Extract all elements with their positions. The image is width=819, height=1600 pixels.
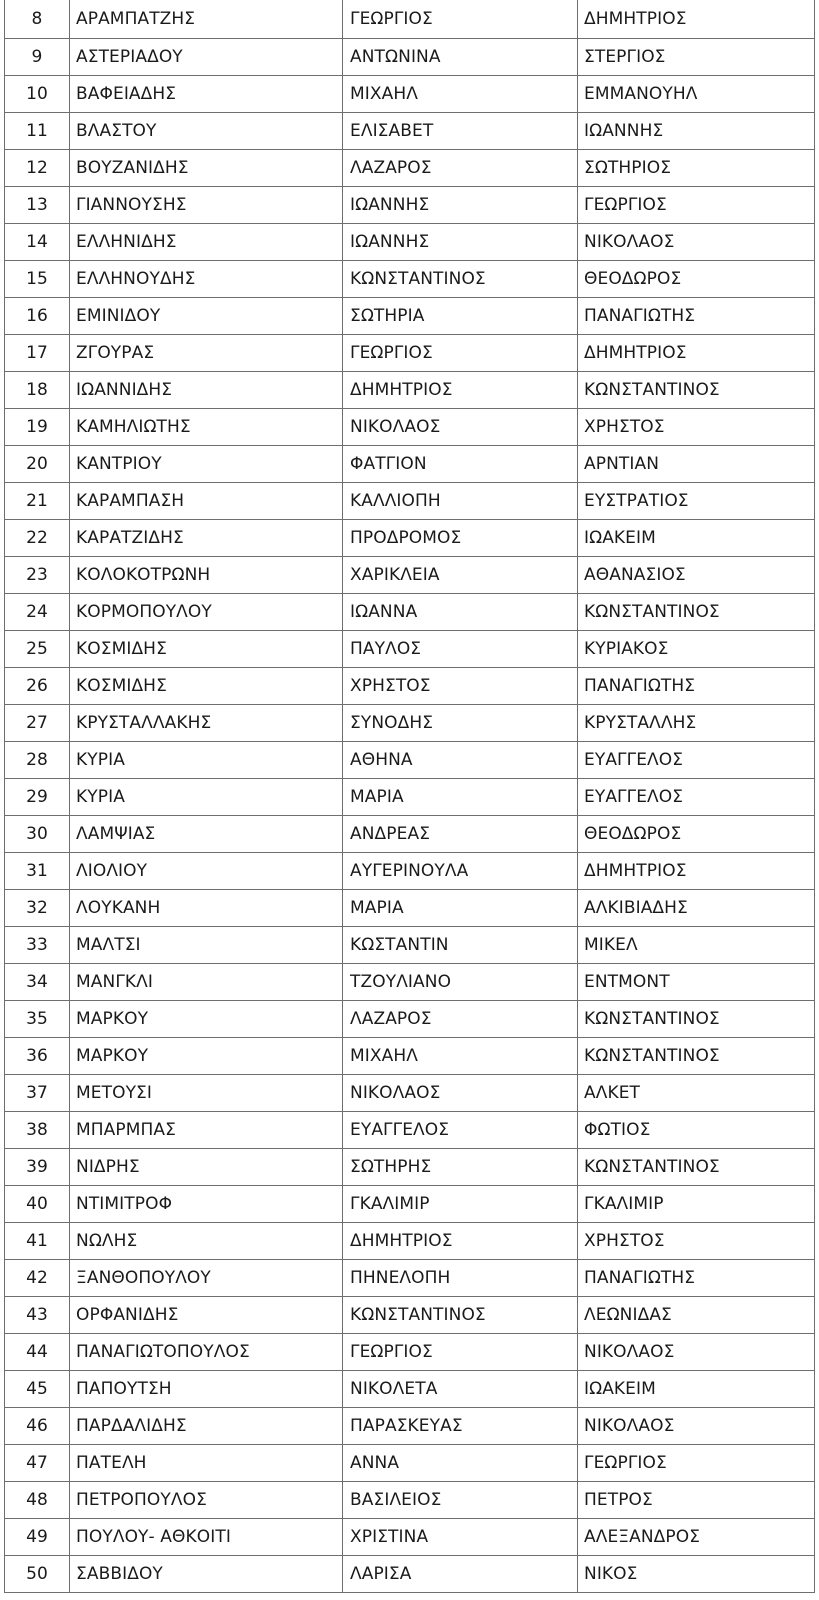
row-number-cell: 44 — [5, 1334, 70, 1371]
first-name-cell: ΕΥΑΓΓΕΛΟΣ — [343, 1112, 578, 1149]
surname-cell: ΝΩΛΗΣ — [70, 1223, 343, 1260]
surname-cell: ΚΟΣΜΙΔΗΣ — [70, 668, 343, 705]
surname-cell: ΑΡΑΜΠΑΤΖΗΣ — [70, 0, 343, 39]
table-row — [5, 298, 815, 335]
table-row — [5, 1001, 815, 1038]
row-number-cell: 34 — [5, 964, 70, 1001]
first-name-cell: ΓΕΩΡΓΙΟΣ — [343, 0, 578, 39]
surname-cell: ΒΑΦΕΙΑΔΗΣ — [70, 76, 343, 113]
table-row — [5, 409, 815, 446]
first-name-cell: ΓΕΩΡΓΙΟΣ — [343, 335, 578, 372]
row-number-cell: 45 — [5, 1371, 70, 1408]
table-row — [5, 1112, 815, 1149]
father-name-cell: ΑΘΑΝΑΣΙΟΣ — [578, 557, 815, 594]
first-name-cell: ΚΑΛΛΙΟΠΗ — [343, 483, 578, 520]
surname-cell: ΚΑΜΗΛΙΩΤΗΣ — [70, 409, 343, 446]
row-number-cell: 26 — [5, 668, 70, 705]
table-row — [5, 853, 815, 890]
father-name-cell: ΓΕΩΡΓΙΟΣ — [578, 187, 815, 224]
father-name-cell: ΑΛΕΞΑΝΔΡΟΣ — [578, 1519, 815, 1556]
first-name-cell: ΜΙΧΑΗΛ — [343, 1038, 578, 1075]
first-name-cell: ΕΛΙΣΑΒΕΤ — [343, 113, 578, 150]
table-row — [5, 816, 815, 853]
row-number-cell: 41 — [5, 1223, 70, 1260]
table-row — [5, 1075, 815, 1112]
table-row — [5, 1260, 815, 1297]
first-name-cell: ΝΙΚΟΛΑΟΣ — [343, 409, 578, 446]
father-name-cell: ΔΗΜΗΤΡΙΟΣ — [578, 853, 815, 890]
father-name-cell: ΘΕΟΔΩΡΟΣ — [578, 261, 815, 298]
father-name-cell: ΙΩΑΚΕΙΜ — [578, 1371, 815, 1408]
table-row — [5, 1223, 815, 1260]
first-name-cell: ΑΝΔΡΕΑΣ — [343, 816, 578, 853]
surname-cell: ΠΑΠΟΥΤΣΗ — [70, 1371, 343, 1408]
row-number-cell: 38 — [5, 1112, 70, 1149]
first-name-cell: ΠΑΥΛΟΣ — [343, 631, 578, 668]
table-row — [5, 668, 815, 705]
row-number-cell: 17 — [5, 335, 70, 372]
surname-cell: ΚΡΥΣΤΑΛΛΑΚΗΣ — [70, 705, 343, 742]
surname-cell: ΛΟΥΚΑΝΗ — [70, 890, 343, 927]
first-name-cell: ΔΗΜΗΤΡΙΟΣ — [343, 372, 578, 409]
surname-cell: ΚΟΡΜΟΠΟΥΛΟΥ — [70, 594, 343, 631]
first-name-cell: ΙΩΑΝΝΑ — [343, 594, 578, 631]
father-name-cell: ΔΗΜΗΤΡΙΟΣ — [578, 335, 815, 372]
father-name-cell: ΣΤΕΡΓΙΟΣ — [578, 39, 815, 76]
father-name-cell: ΚΩΝΣΤΑΝΤΙΝΟΣ — [578, 594, 815, 631]
row-number-cell: 49 — [5, 1519, 70, 1556]
first-name-cell: ΦΑΤΓΙΟΝ — [343, 446, 578, 483]
first-name-cell: ΒΑΣΙΛΕΙΟΣ — [343, 1482, 578, 1519]
surname-cell: ΠΑΡΔΑΛΙΔΗΣ — [70, 1408, 343, 1445]
father-name-cell: ΚΥΡΙΑΚΟΣ — [578, 631, 815, 668]
surname-cell: ΝΙΔΡΗΣ — [70, 1149, 343, 1186]
row-number-cell: 30 — [5, 816, 70, 853]
surname-cell: ΜΑΡΚΟΥ — [70, 1038, 343, 1075]
table-row — [5, 1038, 815, 1075]
first-name-cell: ΜΑΡΙΑ — [343, 890, 578, 927]
father-name-cell: ΦΩΤΙΟΣ — [578, 1112, 815, 1149]
father-name-cell: ΕΜΜΑΝΟΥΗΛ — [578, 76, 815, 113]
table-row — [5, 1408, 815, 1445]
first-name-cell: ΛΑΡΙΣΑ — [343, 1556, 578, 1593]
first-name-cell: ΧΡΗΣΤΟΣ — [343, 668, 578, 705]
surname-cell: ΚΑΝΤΡΙΟΥ — [70, 446, 343, 483]
row-number-cell: 19 — [5, 409, 70, 446]
father-name-cell: ΓΚΑΛΙΜΙΡ — [578, 1186, 815, 1223]
table-row — [5, 1297, 815, 1334]
row-number-cell: 21 — [5, 483, 70, 520]
first-name-cell: ΛΑΖΑΡΟΣ — [343, 1001, 578, 1038]
table-row — [5, 1149, 815, 1186]
table-row — [5, 150, 815, 187]
table-row — [5, 1334, 815, 1371]
first-name-cell: ΠΑΡΑΣΚΕΥΑΣ — [343, 1408, 578, 1445]
first-name-cell: ΜΑΡΙΑ — [343, 779, 578, 816]
surname-cell: ΚΑΡΑΜΠΑΣΗ — [70, 483, 343, 520]
first-name-cell: ΣΩΤΗΡΙΑ — [343, 298, 578, 335]
surname-cell: ΕΜΙΝΙΔΟΥ — [70, 298, 343, 335]
table-row — [5, 557, 815, 594]
first-name-cell: ΣΥΝΟΔΗΣ — [343, 705, 578, 742]
row-number-cell: 31 — [5, 853, 70, 890]
first-name-cell: ΓΕΩΡΓΙΟΣ — [343, 1334, 578, 1371]
table-row — [5, 483, 815, 520]
father-name-cell: ΧΡΗΣΤΟΣ — [578, 1223, 815, 1260]
surname-cell: ΕΛΛΗΝΙΔΗΣ — [70, 224, 343, 261]
father-name-cell: ΙΩΑΝΝΗΣ — [578, 113, 815, 150]
father-name-cell: ΜΙΚΕΛ — [578, 927, 815, 964]
surname-cell: ΛΙΟΛΙΟΥ — [70, 853, 343, 890]
table-row — [5, 927, 815, 964]
first-name-cell: ΤΖΟΥΛΙΑΝΟ — [343, 964, 578, 1001]
table-row — [5, 1482, 815, 1519]
row-number-cell: 36 — [5, 1038, 70, 1075]
father-name-cell: ΚΡΥΣΤΑΛΛΗΣ — [578, 705, 815, 742]
first-name-cell: ΠΗΝΕΛΟΠΗ — [343, 1260, 578, 1297]
row-number-cell: 20 — [5, 446, 70, 483]
father-name-cell: ΑΡΝΤΙΑΝ — [578, 446, 815, 483]
row-number-cell: 8 — [5, 0, 70, 39]
father-name-cell: ΘΕΟΔΩΡΟΣ — [578, 816, 815, 853]
row-number-cell: 23 — [5, 557, 70, 594]
father-name-cell: ΚΩΝΣΤΑΝΤΙΝΟΣ — [578, 1001, 815, 1038]
surname-cell: ΞΑΝΘΟΠΟΥΛΟΥ — [70, 1260, 343, 1297]
first-name-cell: ΚΩΝΣΤΑΝΤΙΝΟΣ — [343, 261, 578, 298]
row-number-cell: 25 — [5, 631, 70, 668]
father-name-cell: ΕΝΤΜΟΝΤ — [578, 964, 815, 1001]
surname-cell: ΖΓΟΥΡΑΣ — [70, 335, 343, 372]
table-row — [5, 1445, 815, 1482]
table-row — [5, 1186, 815, 1223]
father-name-cell: ΕΥΣΤΡΑΤΙΟΣ — [578, 483, 815, 520]
surname-cell: ΒΟΥΖΑΝΙΔΗΣ — [70, 150, 343, 187]
surname-cell: ΑΣΤΕΡΙΑΔΟΥ — [70, 39, 343, 76]
row-number-cell: 13 — [5, 187, 70, 224]
father-name-cell: ΚΩΝΣΤΑΝΤΙΝΟΣ — [578, 372, 815, 409]
first-name-cell: ΑΥΓΕΡΙΝΟΥΛΑ — [343, 853, 578, 890]
father-name-cell: ΠΑΝΑΓΙΩΤΗΣ — [578, 668, 815, 705]
row-number-cell: 18 — [5, 372, 70, 409]
table-row — [5, 520, 815, 557]
table-row — [5, 224, 815, 261]
surname-cell: ΛΑΜΨΙΑΣ — [70, 816, 343, 853]
first-name-cell: ΑΝΤΩΝΙΝΑ — [343, 39, 578, 76]
row-number-cell: 46 — [5, 1408, 70, 1445]
father-name-cell: ΝΙΚΟΛΑΟΣ — [578, 224, 815, 261]
table-row — [5, 1371, 815, 1408]
table-row — [5, 39, 815, 76]
row-number-cell: 24 — [5, 594, 70, 631]
first-name-cell: ΓΚΑΛΙΜΙΡ — [343, 1186, 578, 1223]
father-name-cell: ΣΩΤΗΡΙΟΣ — [578, 150, 815, 187]
first-name-cell: ΛΑΖΑΡΟΣ — [343, 150, 578, 187]
surname-cell: ΠΟΥΛΟΥ- ΑΘΚΟΙΤΙ — [70, 1519, 343, 1556]
table-row — [5, 964, 815, 1001]
row-number-cell: 37 — [5, 1075, 70, 1112]
first-name-cell: ΜΙΧΑΗΛ — [343, 76, 578, 113]
row-number-cell: 43 — [5, 1297, 70, 1334]
surname-cell: ΠΕΤΡΟΠΟΥΛΟΣ — [70, 1482, 343, 1519]
surname-cell: ΚΟΣΜΙΔΗΣ — [70, 631, 343, 668]
row-number-cell: 33 — [5, 927, 70, 964]
row-number-cell: 27 — [5, 705, 70, 742]
table-row — [5, 446, 815, 483]
first-name-cell: ΙΩΑΝΝΗΣ — [343, 224, 578, 261]
row-number-cell: 12 — [5, 150, 70, 187]
surname-cell: ΚΥΡΙΑ — [70, 742, 343, 779]
row-number-cell: 15 — [5, 261, 70, 298]
row-number-cell: 16 — [5, 298, 70, 335]
table-row — [5, 372, 815, 409]
father-name-cell: ΝΙΚΟΣ — [578, 1556, 815, 1593]
father-name-cell: ΓΕΩΡΓΙΟΣ — [578, 1445, 815, 1482]
father-name-cell: ΑΛΚΕΤ — [578, 1075, 815, 1112]
father-name-cell: ΕΥΑΓΓΕΛΟΣ — [578, 742, 815, 779]
father-name-cell: ΝΙΚΟΛΑΟΣ — [578, 1334, 815, 1371]
first-name-cell: ΑΝΝΑ — [343, 1445, 578, 1482]
father-name-cell: ΧΡΗΣΤΟΣ — [578, 409, 815, 446]
surname-cell: ΜΑΛΤΣΙ — [70, 927, 343, 964]
row-number-cell: 11 — [5, 113, 70, 150]
first-name-cell: ΠΡΟΔΡΟΜΟΣ — [343, 520, 578, 557]
row-number-cell: 22 — [5, 520, 70, 557]
surname-cell: ΚΥΡΙΑ — [70, 779, 343, 816]
table-row — [5, 1556, 815, 1593]
row-number-cell: 9 — [5, 39, 70, 76]
row-number-cell: 14 — [5, 224, 70, 261]
father-name-cell: ΠΕΤΡΟΣ — [578, 1482, 815, 1519]
table-row — [5, 705, 815, 742]
surname-cell: ΚΑΡΑΤΖΙΔΗΣ — [70, 520, 343, 557]
table-row — [5, 113, 815, 150]
first-name-cell: ΝΙΚΟΛΑΟΣ — [343, 1075, 578, 1112]
surname-cell: ΕΛΛΗΝΟΥΔΗΣ — [70, 261, 343, 298]
father-name-cell: ΔΗΜΗΤΡΙΟΣ — [578, 0, 815, 39]
father-name-cell: ΑΛΚΙΒΙΑΔΗΣ — [578, 890, 815, 927]
row-number-cell: 10 — [5, 76, 70, 113]
row-number-cell: 48 — [5, 1482, 70, 1519]
first-name-cell: ΔΗΜΗΤΡΙΟΣ — [343, 1223, 578, 1260]
surname-cell: ΣΑΒΒΙΔΟΥ — [70, 1556, 343, 1593]
row-number-cell: 35 — [5, 1001, 70, 1038]
first-name-cell: ΙΩΑΝΝΗΣ — [343, 187, 578, 224]
table-row — [5, 1519, 815, 1556]
table-row — [5, 890, 815, 927]
surname-cell: ΙΩΑΝΝΙΔΗΣ — [70, 372, 343, 409]
surname-cell: ΠΑΤΕΛΗ — [70, 1445, 343, 1482]
surname-cell: ΜΕΤΟΥΣΙ — [70, 1075, 343, 1112]
table-row — [5, 631, 815, 668]
surname-cell: ΜΑΡΚΟΥ — [70, 1001, 343, 1038]
father-name-cell: ΕΥΑΓΓΕΛΟΣ — [578, 779, 815, 816]
row-number-cell: 50 — [5, 1556, 70, 1593]
table-row — [5, 187, 815, 224]
table-row — [5, 779, 815, 816]
row-number-cell: 28 — [5, 742, 70, 779]
father-name-cell: ΚΩΝΣΤΑΝΤΙΝΟΣ — [578, 1038, 815, 1075]
surname-cell: ΜΑΝΓΚΛΙ — [70, 964, 343, 1001]
first-name-cell: ΧΑΡΙΚΛΕΙΑ — [343, 557, 578, 594]
first-name-cell: ΣΩΤΗΡΗΣ — [343, 1149, 578, 1186]
father-name-cell: ΠΑΝΑΓΙΩΤΗΣ — [578, 1260, 815, 1297]
table-row — [5, 0, 815, 39]
first-name-cell: ΧΡΙΣΤΙΝΑ — [343, 1519, 578, 1556]
surname-cell: ΚΟΛΟΚΟΤΡΩΝΗ — [70, 557, 343, 594]
surname-cell: ΓΙΑΝΝΟΥΣΗΣ — [70, 187, 343, 224]
row-number-cell: 40 — [5, 1186, 70, 1223]
surname-cell: ΜΠΑΡΜΠΑΣ — [70, 1112, 343, 1149]
surname-cell: ΝΤΙΜΙΤΡΟΦ — [70, 1186, 343, 1223]
row-number-cell: 32 — [5, 890, 70, 927]
father-name-cell: ΚΩΝΣΤΑΝΤΙΝΟΣ — [578, 1149, 815, 1186]
table-row — [5, 261, 815, 298]
father-name-cell: ΛΕΩΝΙΔΑΣ — [578, 1297, 815, 1334]
first-name-cell: ΝΙΚΟΛΕΤΑ — [343, 1371, 578, 1408]
names-table-body — [5, 0, 815, 1593]
surname-cell: ΠΑΝΑΓΙΩΤΟΠΟΥΛΟΣ — [70, 1334, 343, 1371]
first-name-cell: ΚΩΝΣΤΑΝΤΙΝΟΣ — [343, 1297, 578, 1334]
table-row — [5, 594, 815, 631]
names-table — [4, 0, 815, 1593]
father-name-cell: ΙΩΑΚΕΙΜ — [578, 520, 815, 557]
surname-cell: ΒΛΑΣΤΟΥ — [70, 113, 343, 150]
surname-cell: ΟΡΦΑΝΙΔΗΣ — [70, 1297, 343, 1334]
table-row — [5, 76, 815, 113]
row-number-cell: 47 — [5, 1445, 70, 1482]
table-row — [5, 335, 815, 372]
father-name-cell: ΠΑΝΑΓΙΩΤΗΣ — [578, 298, 815, 335]
row-number-cell: 29 — [5, 779, 70, 816]
row-number-cell: 42 — [5, 1260, 70, 1297]
first-name-cell: ΚΩΣΤΑΝΤΙΝ — [343, 927, 578, 964]
first-name-cell: ΑΘΗΝΑ — [343, 742, 578, 779]
row-number-cell: 39 — [5, 1149, 70, 1186]
table-row — [5, 742, 815, 779]
father-name-cell: ΝΙΚΟΛΑΟΣ — [578, 1408, 815, 1445]
